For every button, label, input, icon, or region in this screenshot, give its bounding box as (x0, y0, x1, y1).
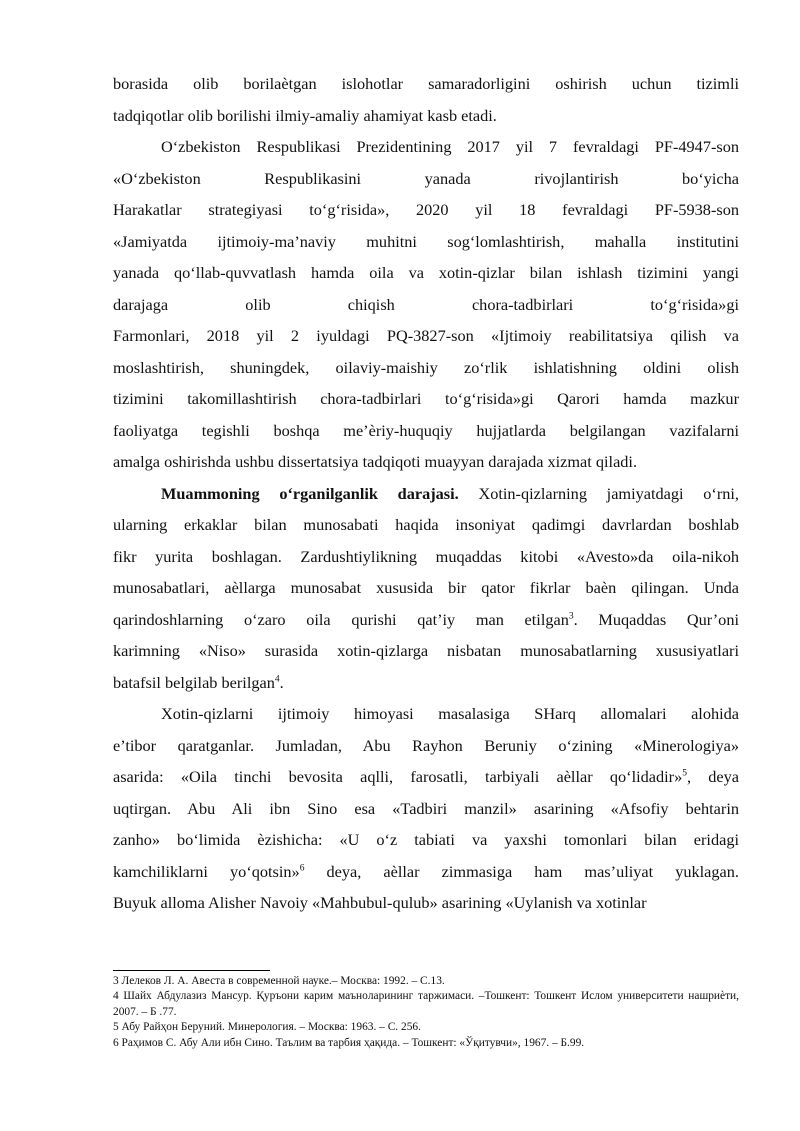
footnote-ref[interactable]: 4 (274, 674, 280, 685)
footnote-item: 3 Лелеков Л. А. Авеста в современной науке.– Москва: 1992. – С.13. (113, 975, 445, 987)
text-line: O‘zbekiston Respublikasi Prezidentining 2017 yil 7 fevraldagi PF-4947-son (161, 137, 739, 156)
text-line: munosabatlari, aèllarga munosabat xususida bir qator fikrlar baèn qilingan. Unda (113, 578, 739, 597)
text-line: asarida: «Oila tinchi bevosita aqlli, farosatli, tarbiyali aèllar qo‘lidadir»$^5$, deya (113, 767, 740, 786)
text-line: darajaga olib chiqish chora-tadbirlari to‘g‘risida»gi (113, 294, 739, 314)
text-line: moslashtirish, shuningdek, oilaviy-maishiy zo‘rlik ishlatishning oldini olish (113, 357, 739, 377)
footnotes-section (113, 970, 739, 1051)
text-line: tizimini takomillashtirish chora-tadbirlari to‘g‘risida»gi Qarori hamda mazkur (113, 389, 739, 408)
footnote-item: 6 Раҳимов С. Абу Али ибн Сино. Таълим ва тарбия ҳақида. – Тошкент: «Ўқитувчи», 1967. – Б.99. (113, 1036, 585, 1049)
footnote-item: 4 Шайх Абдулазиз Мансур. Қуръони карим маънoларининг таржимаси. –Тошкент: Тошкент Ислом университети нашриѐти, 2007. – Б .77. (113, 990, 739, 1018)
footnote-separator (113, 970, 270, 971)
document-body (113, 68, 739, 919)
text-line: batafsil belgilab berilgan$^4$. (113, 672, 284, 692)
text-line: fikr yurita boshlagan. Zardushtiylikning muqaddas kitobi «Avesto»da oila-nikoh (113, 546, 739, 566)
text-line: zanho» bo‘limida èzishicha: «U o‘z tabiati va yaxshi tomonlari bilan eridagi (113, 830, 739, 849)
footnote-ref[interactable]: 3 (568, 611, 574, 622)
text-line: ularning erkaklar bilan munosabati haqida insoniyat qadimgi davrlardan boshlab (113, 515, 739, 534)
text-line: yanada qo‘llab-quvvatlash hamda oila va xotin-qizlar bilan ishlash tizimini yangi (113, 263, 739, 282)
text-line: Harakatlar strategiyasi to‘g‘risida», 2020 yil 18 fevraldagi PF-5938-son (113, 200, 739, 219)
text-line: Xotin-qizlarni ijtimoiy himoyasi masalasiga SHarq allomalari alohida (161, 704, 739, 723)
text-line: Farmonlari, 2018 yil 2 iyuldagi PQ-3827-son «Ijtimoiy reabilitatsiya qilish va (113, 326, 739, 345)
text-line: «O‘zbekiston Respublikasini yanada rivojlantirish bo‘yicha (113, 168, 739, 188)
text-line: kamchiliklarni yo‘qotsin»$^6$ deya, aèllar zimmasiga ham mas’uliyat yuklagan. (113, 861, 739, 881)
text-line: «Jamiyatda ijtimoiy-ma’naviy muhitni sog‘lomlashtirish, mahalla institutini (113, 231, 739, 251)
section-heading: Muammoning o‘rganilganlik darajasi. (161, 483, 459, 503)
text-line: tadqiqotlar olib borilishi ilmiy-amaliy ahamiyat kasb etadi. (113, 105, 497, 125)
footnote-list (113, 974, 739, 1051)
text-line: Muammoning o‘rganilganlik darajasi. Xotin-qizlarning jamiyatdagi o‘rni, (161, 483, 739, 503)
text-line: amalga oshirishda ushbu dissertatsiya tadqiqoti muayyan darajada xizmat qiladi. (113, 452, 638, 471)
footnote-ref[interactable]: 5 (682, 768, 687, 779)
text-line: borasida olib borilaètgan islohotlar samaradorligini oshirish uchun tizimli (113, 74, 739, 93)
footnote-ref[interactable]: 6 (299, 863, 305, 874)
text-line: karimning «Niso» surasida xotin-qizlarga nisbatan munosabatlarning xususiyatlari (113, 641, 739, 660)
text-line: Buyuk alloma Alisher Navoiy «Mahbubul-qulub» asarining «Uylanish va xotinlar (113, 893, 647, 912)
text-line: e’tibor qaratganlar. Jumladan, Abu Rayhon Beruniy o‘zining «Minerologiya» (113, 735, 739, 755)
text-line: uqtirgan. Abu Ali ibn Sino esa «Tadbiri manzil» asarining «Afsofiy behtarin (113, 798, 739, 818)
text-line: faoliyatga tegishli boshqa me’èriy-huquqiy hujjatlarda belgilangan vazifalarni (113, 420, 739, 440)
footnote-item: 5 Абу Райҳон Беруний. Минерология. – Москва: 1963. – С. 256. (113, 1021, 421, 1034)
text-line: qarindoshlarning o‘zaro oila qurishi qat’iy man etilgan$^3$. Muqaddas Qur’oni (113, 609, 739, 629)
